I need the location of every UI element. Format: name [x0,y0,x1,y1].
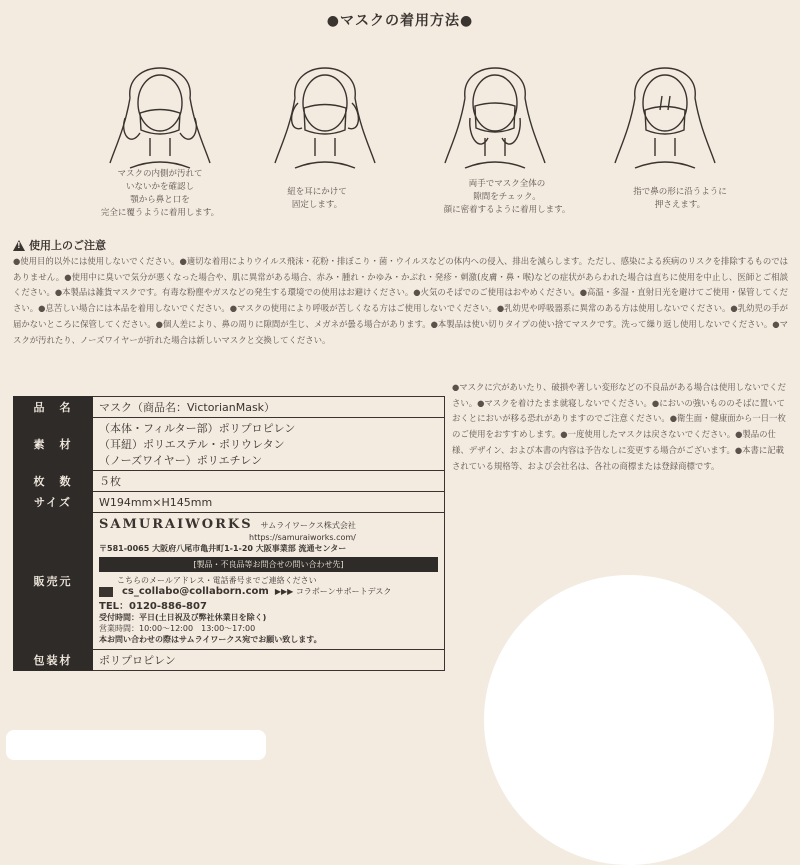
spec-label: 素 材 [14,418,93,471]
spec-row-name [14,397,445,418]
material-line: （耳紐）ポリエステル・ポリウレタン [99,438,285,451]
spec-table [13,396,445,671]
company-name: サムライワークス株式会社 [260,521,356,530]
spec-row-size [14,492,445,513]
spec-value: ５枚 [93,471,445,492]
hours-title: 受付時間：平日(土日祝及び弊社休業日を除く) [99,613,267,622]
caution-title [13,237,106,253]
caution-body: ●使用目的以外には使用しないでください。●適切な着用によりウイルス飛沫・花粉・排ぼこり・菌・ウイルスなどの体内への侵入、排出を減らします。ただし、感染による疾病のリスクを排除するものではありません。●使用中に臭いで気分が悪くなった場合や、肌に異常がある場合、赤み・腫れ・かゆみ・かぶれ・発疹・刺激(皮膚・鼻・喉)などの症状があらわれた場合は直ちに使用を中止し、医師とご相談ください。●本製品は雑貨マスクです。有毒な粉塵やガスなどの発生する環境での使用はお避けください。●火気のそばでのご使用はおやめください。●高温・多湿・直射日光を避けてご使用・保管してください。●息苦しい場合には本品を着用しないでください。●マスクの使用により呼吸が苦しくなる方はご使用しないでください。●乳幼児や呼吸器系に異常のある方は使用しないでください。●乳幼児の手が届かないところに保管してください。●個人差により、鼻の周りに隙間が生じ、メガネが曇る場合があります。●本製品は使い切りタイプの使い捨てマスクです。洗って繰り返し使用しないでください。●マスクが汚れたり、ノーズワイヤーが折れた場合は新しいマスクと交換してください。 [13,256,788,345]
usage-heading: ●マスクの着用方法● [326,13,474,29]
warning-icon [13,240,25,251]
support-desk: ▶▶▶ コラボーンサポートデスク [274,587,392,596]
spec-label: 枚 数 [14,471,93,492]
step-4-illustration [600,38,730,178]
material-line: （本体・フィルター部）ポリプロピレン [99,422,296,435]
inquiry-bar: [製品・不良品等お問合せの問い合わせ先] [99,557,438,572]
white-box [6,730,266,760]
spec-label: 包装材 [14,650,93,671]
company-url[interactable]: https://samuraiworks.com/ [249,533,356,542]
spec-label: 品 名 [14,397,93,418]
spec-value: W194mm×H145mm [93,492,445,513]
spec-row-packaging [14,650,445,671]
spec-value: マスク（商品名：VictorianMask） [93,397,445,418]
business-hours: 営業時間：10:00〜12:00 13:00〜17:00 [99,624,256,633]
mail-icon [99,587,113,597]
spec-row-count [14,471,445,492]
caution-title-text: 使用上のご注意 [29,239,106,252]
material-line: （ノーズワイヤー）ポリエチレン [99,454,263,467]
step-2-caption: 紐を耳にかけて 固定します。 [287,187,347,210]
brand-logo: SAMURAIWORKS [99,517,253,532]
mail-note: こちらのメールアドレス・電話番号までご連絡ください [117,576,317,585]
spec-row-seller [14,513,445,650]
spec-row-material [14,418,445,471]
step-3-illustration [430,38,560,178]
step-1-caption: マスクの内側が汚れて いないかを確認し 顎から鼻と口を 完全に覆うように着用します。 [100,169,220,218]
step-3-caption: 両手でマスク全体の 隙間をチェック。 顔に密着するように着用します。 [443,179,571,215]
support-email[interactable]: cs_collabo@collaborn.com [122,586,269,597]
support-tel: TEL：0120-886-807 [99,601,207,612]
company-address: 〒581-0065 大阪府八尾市亀井町1-1-20 大阪事業部 流通センター [99,544,347,553]
spec-label: サイズ [14,492,93,513]
step-4-caption: 指で鼻の形に沿うように 押さえます。 [633,187,727,210]
seller-info [93,513,445,650]
spec-value [93,418,445,471]
footer-note: 本お問い合わせの際はサムライワークス宛でお願い致します。 [99,635,322,644]
white-circle [484,575,774,865]
caution-right-column: ●マスクに穴があいたり、破損や著しい変形などの不良品がある場合は使用しないでください。●マスクを着けたまま就寝しないでください。●においの強いもののそばに置いておくとにおいが移る恐れがありますのでご注意ください。●衛生面・健康面から一日一枚のご使用をおすすめします。●一度使用したマスクは戻さないでください。●製品の仕様、デザイン、および本書の内容は予告なしに変更する場合がございます。●本書に記載されている規格等、および会社名は、各社の商標または登録商標です。 [452,382,786,471]
spec-value: ポリプロピレン [93,650,445,671]
step-1-illustration [95,38,225,178]
spec-label: 販売元 [14,513,93,650]
step-2-illustration [260,38,390,178]
